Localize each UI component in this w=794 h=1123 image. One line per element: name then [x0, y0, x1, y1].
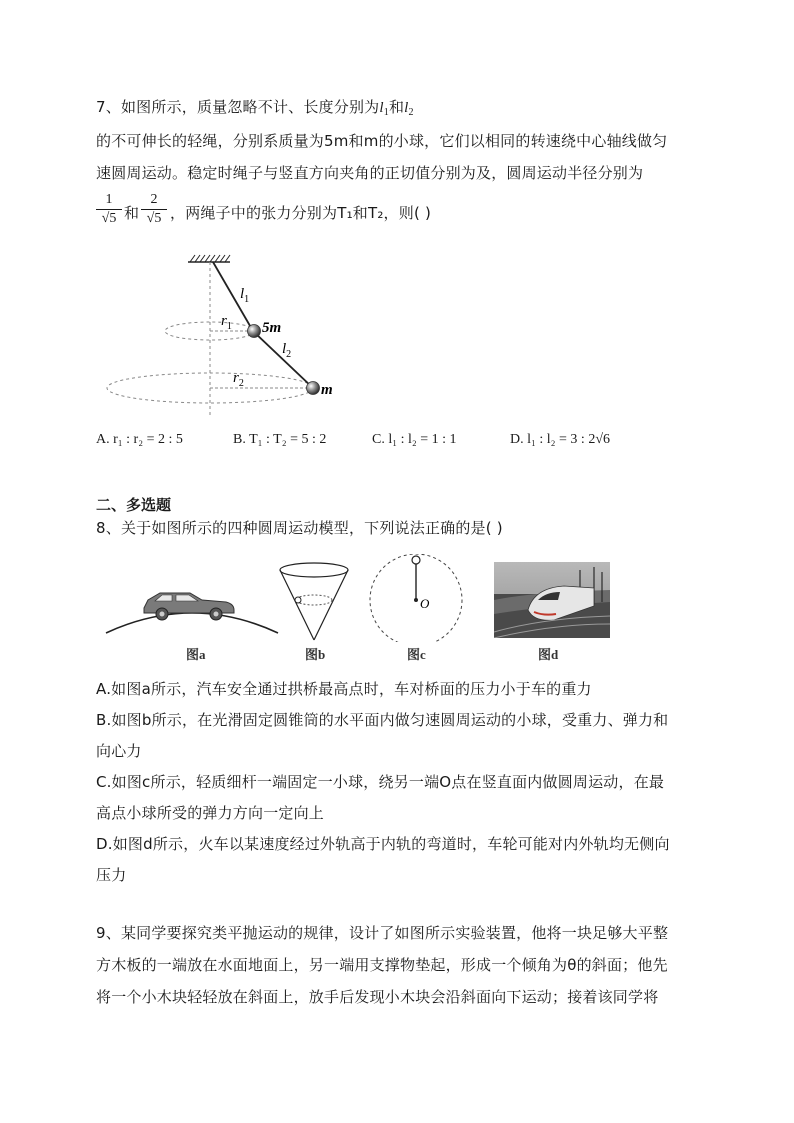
q8-option-d-line2: 压力 [96, 866, 127, 884]
q7-option-d: D. l₁ : l₂ = 3 : 2√6 [510, 432, 611, 447]
fraction-1: 1 √5 [96, 192, 122, 227]
car-icon [144, 593, 234, 620]
q7-option-a: A. r₁ : r₂ = 2 : 5 [96, 432, 183, 447]
label-l1: $l_1$ [240, 286, 250, 305]
q7-line-3: 速圆周运动。稳定时绳子与竖直方向夹角的正切值分别为及，圆周运动半径分别为 [96, 164, 644, 182]
caption-a: 图a [186, 647, 206, 662]
label-l2: $l_2$ [282, 341, 292, 360]
caption-d: 图d [538, 647, 559, 662]
label-r2: $r_2$ [233, 370, 244, 389]
q8-stem: 8、关于如图所示的四种圆周运动模型，下列说法正确的是( ) [96, 519, 503, 537]
q8-option-b-line1: B.如图b所示，在光滑固定圆锥筒的水平面内做匀速圆周运动的小球，受重力、弹力和 [96, 711, 669, 729]
label-m: m [321, 382, 333, 398]
q7-line-1 [96, 97, 414, 123]
figure-c-rod-circle [366, 554, 466, 642]
caption-c: 图c [407, 647, 426, 662]
figure-b-cone [276, 560, 352, 642]
q7-option-c: C. l₁ : l₂ = 1 : 1 [372, 432, 457, 447]
q8-option-b-line2: 向心力 [96, 742, 142, 760]
l2-symbol: $l_2$ [404, 100, 414, 118]
cone-right-edge [314, 570, 348, 640]
label-5m: 5m [262, 320, 282, 336]
bridge-arch [106, 613, 278, 633]
q7-pendulum-figure [100, 250, 340, 420]
q9-line-2: 方木板的一端放在水面地面上，另一端用支撑物垫起，形成一个倾角为θ的斜面；他先 [96, 956, 668, 974]
q9-line-1: 9、某同学要探究类平抛运动的规律，设计了如图所示实验装置，他将一块足够大平整 [96, 924, 669, 942]
and-text: 和 [388, 98, 405, 116]
ceiling-hatch [190, 255, 230, 262]
pivot-point [414, 598, 418, 602]
q8-option-d-line1: D.如图d所示，火车以某速度经过外轨高于内轨的弯道时，车轮可能对内外轨均无侧向 [96, 835, 670, 853]
q8-option-c-line2: 高点小球所受的弹力方向一定向上 [96, 804, 325, 822]
caption-b: 图b [305, 647, 326, 662]
q9-line-3: 将一个小木块轻轻放在斜面上，放手后发现小木块会沿斜面向下运动；接着该同学将 [96, 988, 659, 1006]
ball-m [307, 382, 320, 395]
section-heading: 二、多选题 [96, 496, 172, 514]
fraction-2: 2 √5 [141, 192, 167, 227]
figure-a-car-bridge [104, 578, 280, 638]
fraction-and: 和 [124, 204, 140, 222]
cone-ball [295, 597, 301, 603]
cone-rim [280, 563, 348, 577]
figure-d-train-photo [494, 562, 610, 638]
ball-5m [248, 325, 261, 338]
q7-stem-text: 7、如图所示，质量忽略不计、长度分别为 [96, 98, 380, 116]
q7-line-4: ，两绳子中的张力分别为T₁和T₂，则( ) [170, 204, 432, 222]
q7-option-b: B. T₁ : T₂ = 5 : 2 [233, 432, 327, 447]
q8-option-a: A.如图a所示，汽车安全通过拱桥最高点时，车对桥面的压力小于车的重力 [96, 680, 592, 698]
rope-l2 [253, 331, 313, 388]
label-r1: $r_1$ [221, 313, 232, 332]
q7-line-2: 的不可伸长的轻绳，分别系质量为5m和m的小球，它们以相同的转速绕中心轴线做匀 [96, 132, 668, 150]
l1-symbol: $l_1$ [379, 100, 389, 118]
label-o: O [420, 596, 430, 611]
q8-option-c-line1: C.如图c所示，轻质细杆一端固定一小球，绕另一端O点在竖直面内做圆周运动，在最 [96, 773, 665, 791]
rod-ball [412, 556, 420, 564]
